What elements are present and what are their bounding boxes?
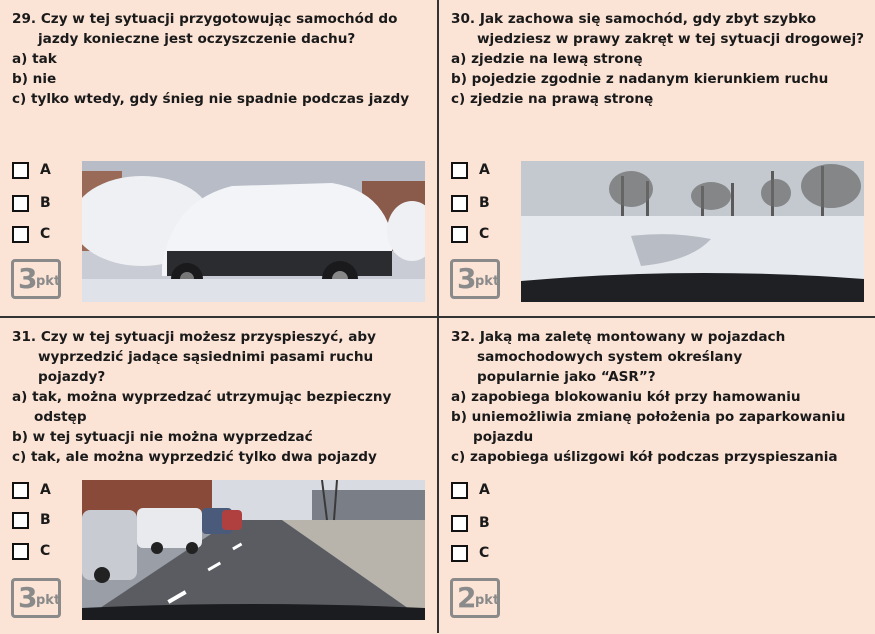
question-29-panel: 29. Czy w tej sytuacji przygotowując samochód do jazdy konieczne jest oczyszczenie dachu? a) tak b) nie c) tylko wtedy, gdy śnieg nie spadnie podczas jazdy A B C 3 pkt [0, 0, 437, 316]
answer-a: a) zapobiega blokowaniu kół przy hamowaniu [451, 389, 801, 405]
checkbox[interactable] [451, 226, 468, 243]
answer-c: c) zapobiega uślizgowi kół podczas przyspieszania [451, 449, 838, 465]
answer-b-continued: pojazdu [473, 429, 534, 445]
points-badge: 2 pkt [450, 578, 500, 618]
question-line: samochodowych system określany [477, 349, 743, 365]
question-number: 32. [451, 329, 476, 345]
points-badge: 3 pkt [450, 259, 500, 299]
answer-a: a) tak [12, 51, 57, 67]
checkbox[interactable] [451, 545, 468, 562]
question-text [12, 9, 429, 109]
points-badge: 3 pkt [11, 578, 61, 618]
answer-a: a) tak, można wyprzedzać utrzymując bezpieczny [12, 389, 392, 405]
question-line: wyprzedzić jadące sąsiednimi pasami ruchu [38, 349, 374, 365]
checkbox[interactable] [451, 515, 468, 532]
checkbox[interactable] [451, 162, 468, 179]
question-31-panel: 31. Czy w tej sytuacji możesz przyspieszyć, aby wyprzedzić jadące sąsiednimi pasami ruchu pojazdy? a) tak, można wyprzedzać utrzymując bezpieczny odstęp b) w tej sytuacji nie można wyprzedzać c) tak, ale można wyprzedzić tylko dwa pojazdy A B C 3 pkt [0, 318, 437, 634]
answer-c: c) tak, ale można wyprzedzić tylko dwa pojazdy [12, 449, 377, 465]
answer-c: c) tylko wtedy, gdy śnieg nie spadnie podczas jazdy [12, 91, 410, 107]
checkbox[interactable] [12, 543, 29, 560]
points-badge: 3 pkt [11, 259, 61, 299]
question-line: pojazdy? [38, 369, 106, 385]
question-line: wjedziesz w prawy zakręt w tej sytuacji drogowej? [477, 31, 865, 47]
answer-b: b) uniemożliwia zmianę położenia po zaparkowaniu [451, 409, 846, 425]
answer-b: b) pojedzie zgodnie z nadanym kierunkiem ruchu [451, 71, 829, 87]
question-text [451, 327, 868, 467]
checkbox[interactable] [451, 482, 468, 499]
checkbox[interactable] [12, 512, 29, 529]
question-line: Czy w tej sytuacji możesz przyspieszyć, aby [40, 329, 376, 345]
question-line: popularnie jako “ASR”? [477, 369, 656, 385]
answer-b: b) w tej sytuacji nie można wyprzedzać [12, 429, 313, 445]
question-number: 30. [451, 11, 476, 27]
question-line: Jak zachowa się samochód, gdy zbyt szybko [479, 11, 817, 27]
question-32-panel: 32. Jaką ma zaletę montowany w pojazdach samochodowych system określany popularnie jako “ASR”? a) zapobiega blokowaniu kół przy hamowaniu b) uniemożliwia zmianę położenia po zaparkowaniu pojazdu c) zapobiega uślizgowi kół podczas przyspieszania A B C 2 pkt [439, 318, 875, 634]
checkbox[interactable] [12, 226, 29, 243]
question-line: jazdy konieczne jest oczyszczenie dachu? [38, 31, 356, 47]
city-street-traffic-photo [82, 480, 425, 620]
answer-c: c) zjedzie na prawą stronę [451, 91, 654, 107]
question-text [12, 327, 429, 467]
question-text [451, 9, 868, 109]
answer-b: b) nie [12, 71, 57, 87]
checkbox[interactable] [12, 162, 29, 179]
question-30-panel: 30. Jak zachowa się samochód, gdy zbyt szybko wjedziesz w prawy zakręt w tej sytuacji drogowej? a) zjedzie na lewą stronę b) pojedzie zgodnie z nadanym kierunkiem ruchu c) zjedzie na prawą stronę A B C 3 pkt [439, 0, 875, 316]
question-line: Jaką ma zaletę montowany w pojazdach [479, 329, 786, 345]
question-number: 29. [12, 11, 37, 27]
answer-a: a) zjedzie na lewą stronę [451, 51, 643, 67]
checkbox[interactable] [12, 482, 29, 499]
snow-covered-car-photo [82, 161, 425, 302]
checkbox[interactable] [12, 195, 29, 212]
question-number: 31. [12, 329, 37, 345]
answer-a-continued: odstęp [34, 409, 87, 425]
question-line: Czy w tej sytuacji przygotowując samochód do [40, 11, 398, 27]
snowy-road-view-photo [521, 161, 864, 302]
checkbox[interactable] [451, 195, 468, 212]
